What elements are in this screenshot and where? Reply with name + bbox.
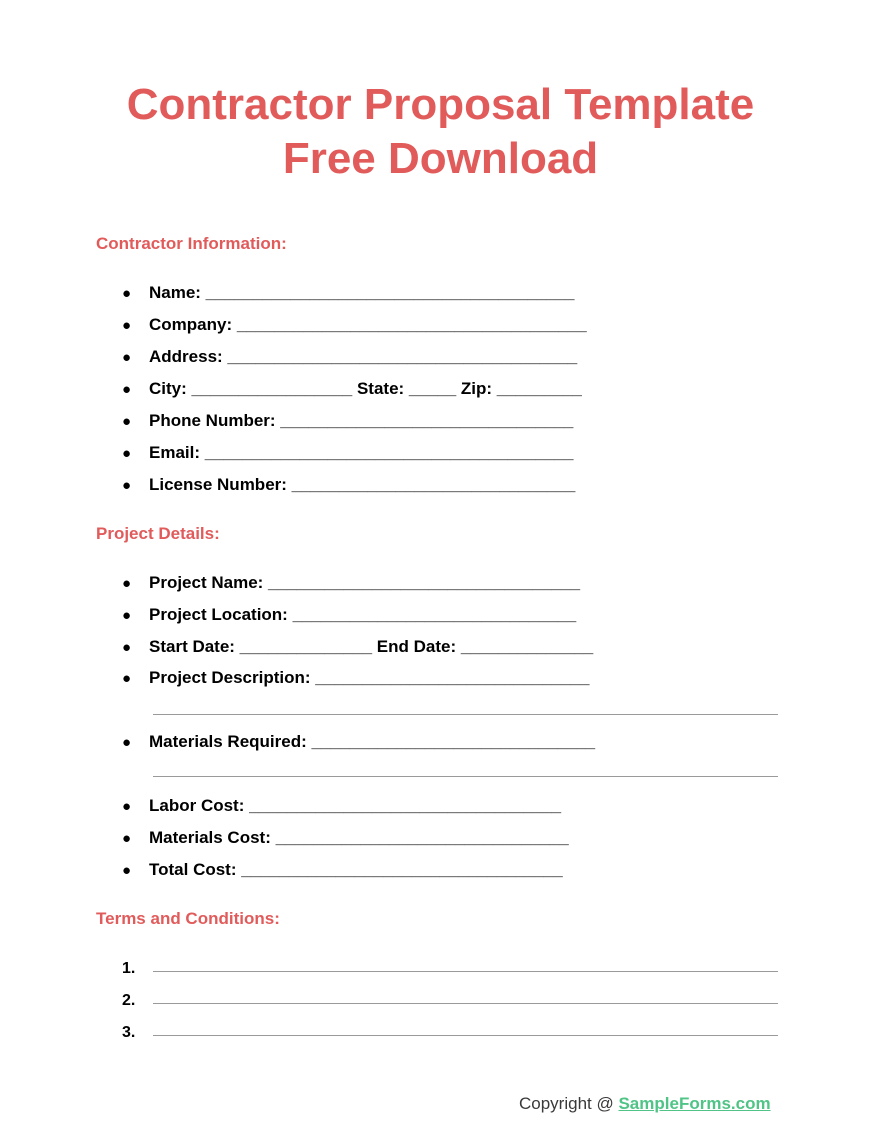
field-label: Email: _______________________________________ — [149, 443, 574, 462]
project-dates-field[interactable] — [122, 637, 593, 658]
field-label: City: _________________ State: _____ Zip: _________ — [149, 379, 582, 398]
project-name-field[interactable] — [122, 573, 580, 594]
brand-link[interactable]: SampleForms.com — [618, 1094, 771, 1113]
contractor-name-field[interactable] — [122, 283, 574, 304]
bullet-icon: ● — [122, 670, 132, 687]
field-label: Company: _____________________________________ — [149, 315, 587, 334]
terms-number: 1. — [122, 960, 136, 977]
bullet-icon: ● — [122, 830, 132, 847]
bullet-icon: ● — [122, 349, 132, 366]
materials-required-field[interactable] — [122, 732, 595, 753]
bullet-icon: ● — [122, 477, 132, 494]
field-label: Labor Cost: _________________________________ — [149, 796, 562, 815]
field-label: Materials Required: ______________________________ — [149, 732, 596, 751]
field-label: Project Name: _________________________________ — [149, 573, 581, 592]
project-description-line[interactable] — [153, 714, 778, 715]
bullet-icon: ● — [122, 862, 132, 879]
field-label: Address: _____________________________________ — [149, 347, 578, 366]
terms-number: 2. — [122, 992, 136, 1009]
terms-line-2[interactable] — [153, 1003, 778, 1004]
project-location-field[interactable] — [122, 605, 576, 626]
title-line-2: Free Download — [282, 134, 599, 183]
labor-cost-field[interactable] — [122, 796, 561, 817]
field-label: Total Cost: __________________________________ — [149, 860, 563, 879]
materials-cost-field[interactable] — [122, 828, 569, 849]
bullet-icon: ● — [122, 575, 132, 592]
bullet-icon: ● — [122, 413, 132, 430]
title-line-1: Contractor Proposal Template — [126, 80, 755, 129]
project-details-heading: Project Details: — [96, 524, 220, 543]
terms-heading: Terms and Conditions: — [96, 909, 280, 928]
page-title — [0, 78, 881, 186]
terms-number: 3. — [122, 1024, 136, 1041]
field-label: License Number: ______________________________ — [149, 475, 576, 494]
field-label: Phone Number: _______________________________ — [149, 411, 574, 430]
contractor-phone-field[interactable] — [122, 411, 573, 432]
contractor-info-heading: Contractor Information: — [96, 234, 287, 253]
bullet-icon: ● — [122, 639, 132, 656]
contractor-company-field[interactable] — [122, 315, 587, 336]
bullet-icon: ● — [122, 381, 132, 398]
project-description-field[interactable] — [122, 668, 589, 689]
materials-required-line[interactable] — [153, 776, 778, 777]
terms-line-1[interactable] — [153, 971, 778, 972]
bullet-icon: ● — [122, 317, 132, 334]
field-label: Materials Cost: _______________________________ — [149, 828, 569, 847]
field-label: Project Description: _____________________________ — [149, 668, 590, 687]
field-label: Start Date: ______________ End Date: ______________ — [149, 637, 594, 656]
copyright-text: Copyright @ — [519, 1094, 619, 1113]
contractor-address-field[interactable] — [122, 347, 577, 368]
contractor-license-field[interactable] — [122, 475, 575, 496]
bullet-icon: ● — [122, 445, 132, 462]
bullet-icon: ● — [122, 798, 132, 815]
footer-copyright — [519, 1094, 771, 1114]
total-cost-field[interactable] — [122, 860, 563, 881]
contractor-city-state-zip-field[interactable] — [122, 379, 582, 400]
field-label: Name: _______________________________________ — [149, 283, 575, 302]
bullet-icon: ● — [122, 734, 132, 751]
contractor-email-field[interactable] — [122, 443, 573, 464]
terms-line-3[interactable] — [153, 1035, 778, 1036]
field-label: Project Location: ______________________________ — [149, 605, 577, 624]
bullet-icon: ● — [122, 607, 132, 624]
bullet-icon: ● — [122, 285, 132, 302]
